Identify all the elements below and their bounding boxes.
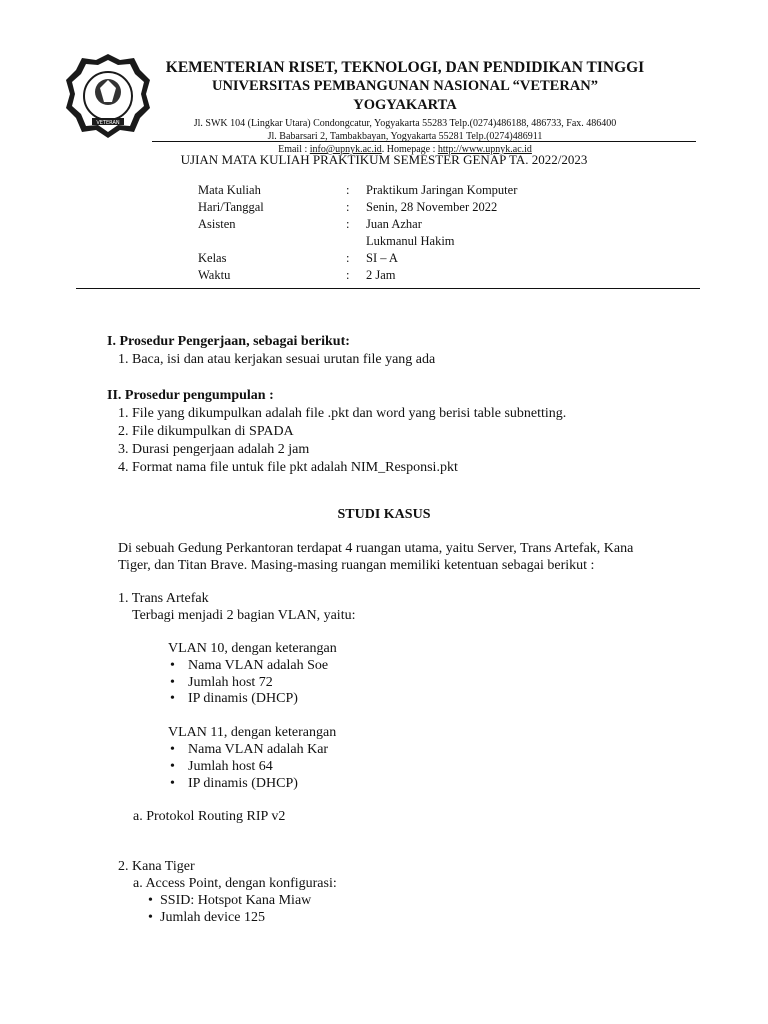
bullet-item: • Jumlah host 64 [170,759,273,774]
email-link[interactable]: info@upnyk.ac.id [309,144,382,155]
address-line-2: Jl. Babarsari 2, Tambakbayan, Yogyakarta 55281 Telp.(0274)486911 [267,131,543,142]
header-divider [152,141,696,142]
exam-title: UJIAN MATA KULIAH PRAKTIKUM SEMESTER GENAP TA. 2022/2023 [180,152,588,167]
list-item: 1. File yang dikumpulkan adalah file .pkt dan word yang berisi table subnetting. [118,406,567,421]
info-row: Kelas : SI – A [198,251,398,265]
info-row: Waktu : 2 Jam [198,268,396,282]
bullet-item: • IP dinamis (DHCP) [170,776,298,791]
room-title-trans-artefak: 1. Trans Artefak [118,591,209,606]
access-point-item: a. Access Point, dengan konfigurasi: [133,876,337,891]
info-row: Lukmanul Hakim [366,234,455,248]
bullet-item: • Nama VLAN adalah Kar [170,742,329,757]
list-item: 4. Format nama file untuk file pkt adalah NIM_Responsi.pkt [118,460,458,475]
info-row: Asisten : Juan Azhar [198,217,422,231]
bullet-item: • Jumlah host 72 [170,675,273,690]
vlan-11-title: VLAN 11, dengan keterangan [168,725,337,740]
exam-info [198,182,666,284]
room-subtitle: Terbagi menjadi 2 bagian VLAN, yaitu: [132,608,356,623]
section-1-heading: I. Prosedur Pengerjaan, sebagai berikut: [107,334,350,349]
bullet-item: • Jumlah device 125 [148,910,265,925]
contact-line: Email : info@upnyk.ac.id. Homepage : http://www.upnyk.ac.id [278,144,532,155]
svg-text:VETERAN: VETERAN [96,120,120,126]
ministry-name: KEMENTERIAN RISET, TEKNOLOGI, DAN PENDIDIKAN TINGGI [165,59,645,76]
university-name: UNIVERSITAS PEMBANGUNAN NASIONAL “VETERAN” YOGYAKARTA [211,78,599,113]
vlan-10-title: VLAN 10, dengan keterangan [168,641,337,656]
intro-line: Di sebuah Gedung Perkantoran terdapat 4 ruangan utama, yaitu Server, Trans Artefak, Kana [118,541,634,556]
room-title-kana-tiger: 2. Kana Tiger [118,859,195,874]
bullet-item: • IP dinamis (DHCP) [170,691,298,706]
studi-kasus-heading: STUDI KASUS [337,507,431,522]
routing-item: a. Protokol Routing RIP v2 [133,809,286,824]
section-2-heading: II. Prosedur pengumpulan : [107,388,274,403]
intro-line: Tiger, dan Titan Brave. Masing-masing ruangan memiliki ketentuan sebagai berikut : [118,558,595,573]
address-line-1: Jl. SWK 104 (Lingkar Utara) Condongcatur, Yogyakarta 55283 Telp.(0274)486188, 486733, Fax. 486400 [193,118,617,129]
info-divider [76,288,700,289]
info-row: Hari/Tanggal : Senin, 28 November 2022 [198,200,498,214]
list-item: 2. File dikumpulkan di SPADA [118,424,294,439]
list-item: 3. Durasi pengerjaan adalah 2 jam [118,442,310,457]
bullet-item: • SSID: Hotspot Kana Miaw [148,893,312,908]
university-logo-icon [64,52,152,140]
list-item: 1. Baca, isi dan atau kerjakan sesuai urutan file yang ada [118,352,436,367]
bullet-item: • Nama VLAN adalah Soe [170,658,329,673]
homepage-link[interactable]: http://www.upnyk.ac.id [437,144,532,155]
info-row: Mata Kuliah : Praktikum Jaringan Komputer [198,183,518,197]
